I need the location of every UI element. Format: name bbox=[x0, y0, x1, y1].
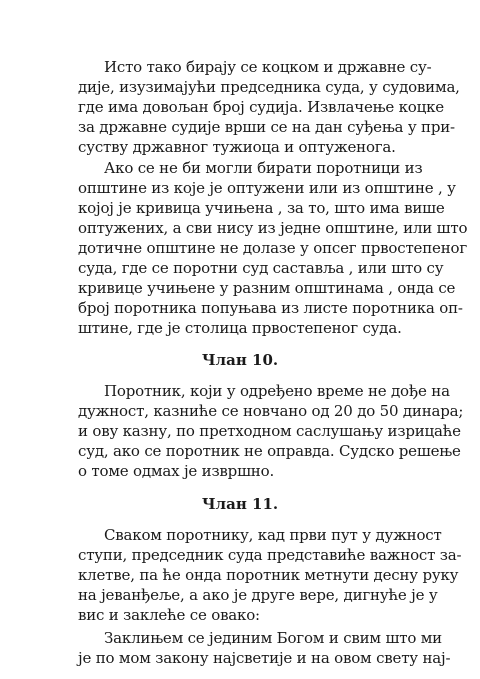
text-line: Сваком поротнику, кад први пут у дужност bbox=[104, 526, 442, 544]
text-line: где има довољан број судија. Извлачење коцке bbox=[78, 98, 444, 116]
text-line: Заклињем се јединим Богом и свим што ми bbox=[104, 629, 442, 647]
text-line: број поротника попуњава из листе поротника оп- bbox=[78, 299, 463, 317]
text-line: штине, где је столица првостепеног суда. bbox=[78, 319, 402, 337]
text-line: суству државног тужиоца и оптуженога. bbox=[78, 138, 396, 156]
text-line: и ову казну, по претходном саслушању изрицаће bbox=[78, 422, 461, 440]
text-line: Ако се не би могли бирати поротници из bbox=[104, 159, 423, 177]
text-line: дужност, казниће се новчано од 20 до 50 динара; bbox=[78, 402, 464, 420]
text-line: којој је кривица учињена , за то, што има више bbox=[78, 199, 445, 217]
text-line: дотичне општине не долазе у опсег првостепеног bbox=[78, 239, 467, 257]
text-line: ступи, председник суда представиће важност за- bbox=[78, 546, 462, 564]
text-line: клетве, па ће онда поротник метнути десну руку bbox=[78, 566, 459, 584]
article-heading: Члан 11. bbox=[201, 495, 279, 513]
text-line: је по мом закону најсветије и на овом свету нај- bbox=[78, 649, 451, 667]
text-line: општине из које је оптужени или из општине , у bbox=[78, 179, 456, 197]
text-line: Поротник, који у одређено време не дође на bbox=[104, 382, 450, 400]
text-line: дије, изузимајући председника суда, у судовима, bbox=[78, 78, 460, 96]
text-line: на јеванђеље, а ако је друге вере, дигнуће је у bbox=[78, 586, 438, 604]
text-line: оптужених, а сви нису из једне општине, или што bbox=[78, 219, 468, 237]
text-line: суд, ако се поротник не оправда. Судско решење bbox=[78, 442, 461, 460]
article-heading: Члан 10. bbox=[201, 351, 279, 369]
text-line: суда, где се поротни суд саставља , или што су bbox=[78, 259, 444, 277]
text-line: за државне судије врши се на дан суђења у при- bbox=[78, 118, 455, 136]
text-line: кривице учињене у разним општинама , онда се bbox=[78, 279, 456, 297]
text-line: о томе одмах је извршно. bbox=[78, 462, 275, 480]
text-line: вис и заклеће се овако: bbox=[78, 606, 260, 624]
text-line: Исто тако бирају се коцком и државне су- bbox=[104, 58, 432, 76]
